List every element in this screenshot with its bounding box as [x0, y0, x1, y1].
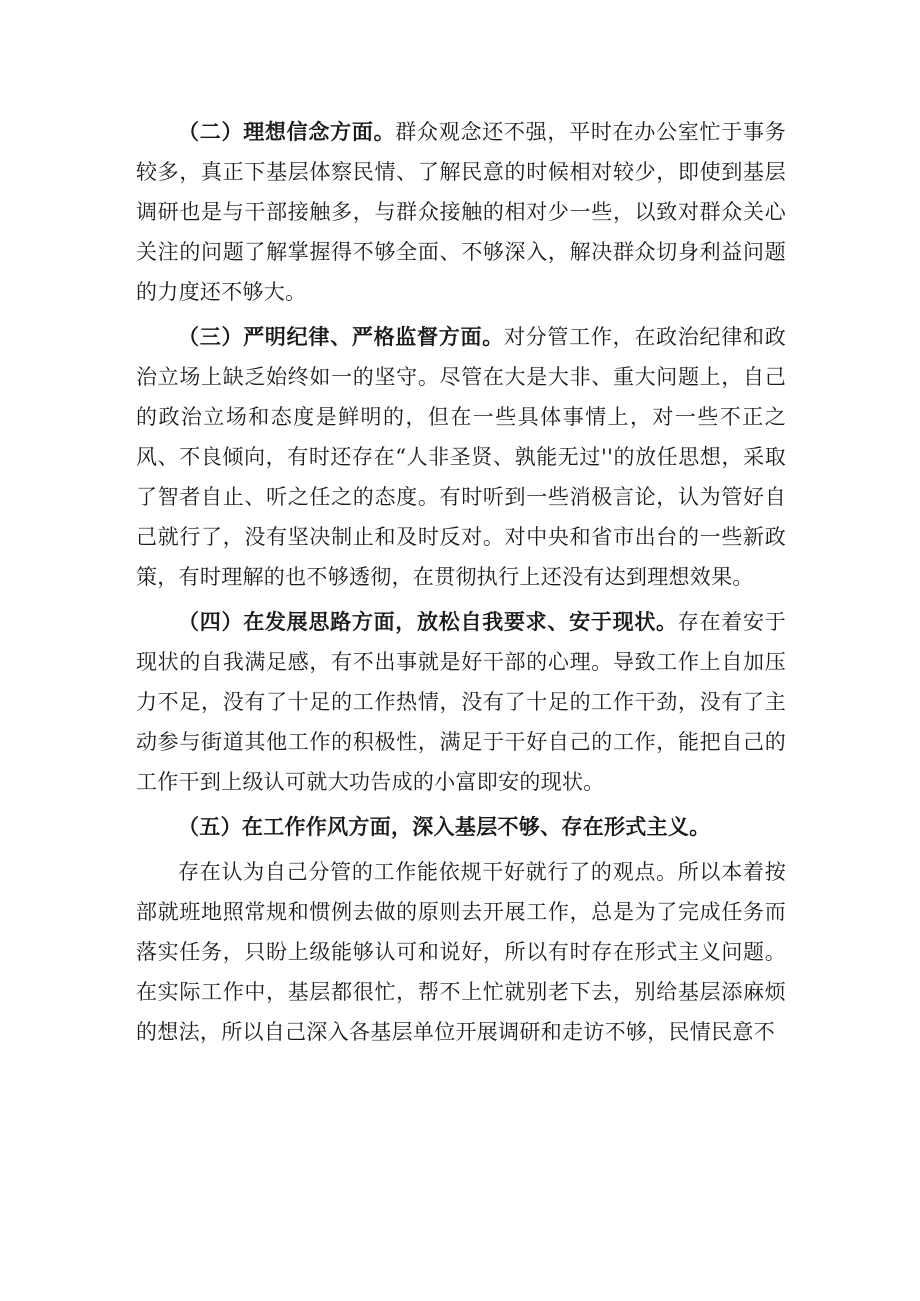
document-body — [136, 112, 786, 1057]
paragraph-heading: （四）在发展思路方面，放松自我要求、安于现状。 — [178, 609, 678, 634]
paragraph-ideals-beliefs — [136, 112, 786, 312]
paragraph-text: 存在认为自己分管的工作能依规干好就行了的观点。所以本着按部就班地照常规和惯例去做的原则去开展工作，总是为了完成任务而落实任务，只盼上级能够认可和说好，所以有时存在形式主义问题。在实际工作中，基层都很忙，帮不上忙就别老下去，别给基层添麻烦的想法，所以自己深入各基层单位开展调研和走访不够，民情民意不 — [136, 860, 786, 1044]
paragraph-discipline-supervision — [136, 317, 786, 597]
paragraph-text: 对分管工作，在政治纪律和政治立场上缺乏始终如一的坚守。尽管在大是大非、重大问题上，自己的政治立场和态度是鲜明的，但在一些具体事情上，对一些不正之风、不良倾向，有时还存在“人非圣贤、孰能无过''的放任思想，采取了智者自止、听之任之的态度。有时听到一些消极言论，认为管好自己就行了，没有坚决制止和及时反对。对中央和省市出台的一些新政策，有时理解的也不够透彻，在贯彻执行上还没有达到理想效果。 — [136, 325, 787, 589]
paragraph-heading: （三）严明纪律、严格监督方面。 — [178, 324, 504, 349]
paragraph-formalism — [136, 852, 786, 1052]
paragraph-heading: （二）理想信念方面。 — [178, 119, 396, 144]
paragraph-heading: （五）在工作作风方面，深入基层不够、存在形式主义。 — [178, 814, 711, 839]
paragraph-text: 存在着安于现状的自我满足感，有不出事就是好干部的心理。导致工作上自加压力不足，没有了十足的工作热情，没有了十足的工作干劲，没有了主动参与街道其他工作的积极性，满足于干好自己的工作，能把自己的工作干到上级认可就大功告成的小富即安的现状。 — [136, 610, 786, 794]
paragraph-work-style-heading — [136, 807, 786, 847]
paragraph-text: 群众观念还不强，平时在办公室忙于事务较多，真正下基层体察民情、了解民意的时候相对较少，即使到基层调研也是与干部接触多，与群众接触的相对少一些，以致对群众关心关注的问题了解掌握得不够全面、不够深入，解决群众切身利益问题的力度还不够大。 — [136, 120, 786, 304]
paragraph-development-thinking — [136, 602, 786, 802]
